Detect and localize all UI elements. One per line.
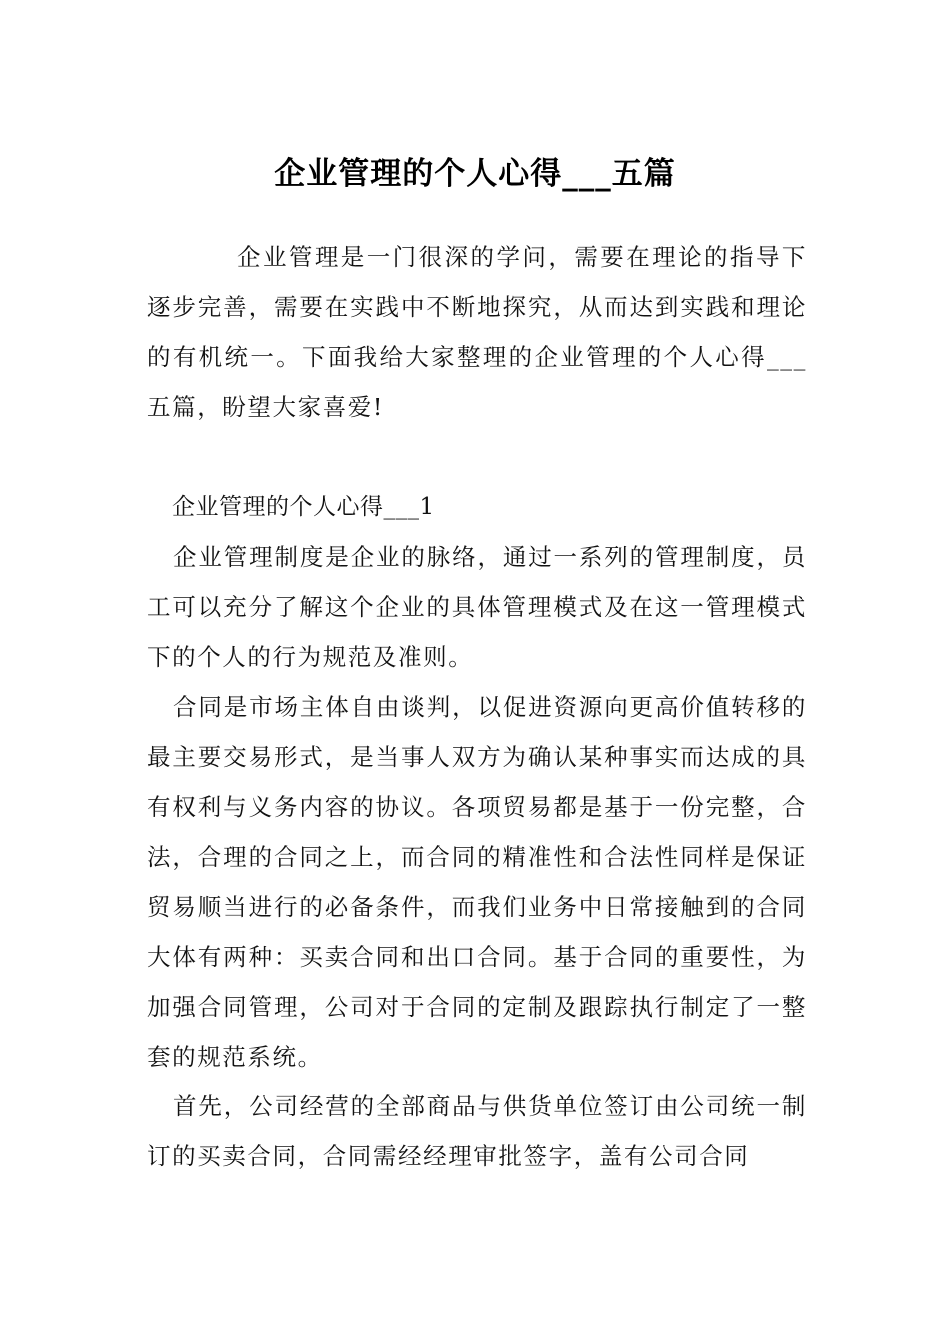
section-heading: 企业管理的个人心得___1 (172, 494, 435, 520)
body-paragraph: 合同是市场主体自由谈判，以促进资源向更高价值转移的最主要交易形式，是当事人双方为确认某种事实而达成的具有权利与义务内容的协议。各项贸易都是基于一份完整，合法，合理的合同之上，而合同的精准性和合法性同样是保证贸易顺当进行的必备条件，而我们业务中日常接触到的合同大体有两种：买卖合同和出口合同。基于合同的重要性，为加强合同管理，公司对于合同的定制及跟踪执行制定了一整套的规范系统。 (147, 693, 807, 1071)
body-paragraph: 企业管理制度是企业的脉络，通过一系列的管理制度，员工可以充分了解这个企业的具体管理模式及在这一管理模式下的个人的行为规范及准则。 (147, 543, 807, 671)
body-paragraph: 首先，公司经营的全部商品与供货单位签订由公司统一制订的买卖合同，合同需经经理审批签字，盖有公司合同 (147, 1092, 807, 1170)
intro-paragraph: 企业管理是一门很深的学问，需要在理论的指导下逐步完善，需要在实践中不断地探究，从而达到实践和理论的有机统一。下面我给大家整理的企业管理的个人心得___五篇，盼望大家喜爱! (147, 243, 807, 421)
document-title: 企业管理的个人心得___五篇 (274, 155, 676, 192)
